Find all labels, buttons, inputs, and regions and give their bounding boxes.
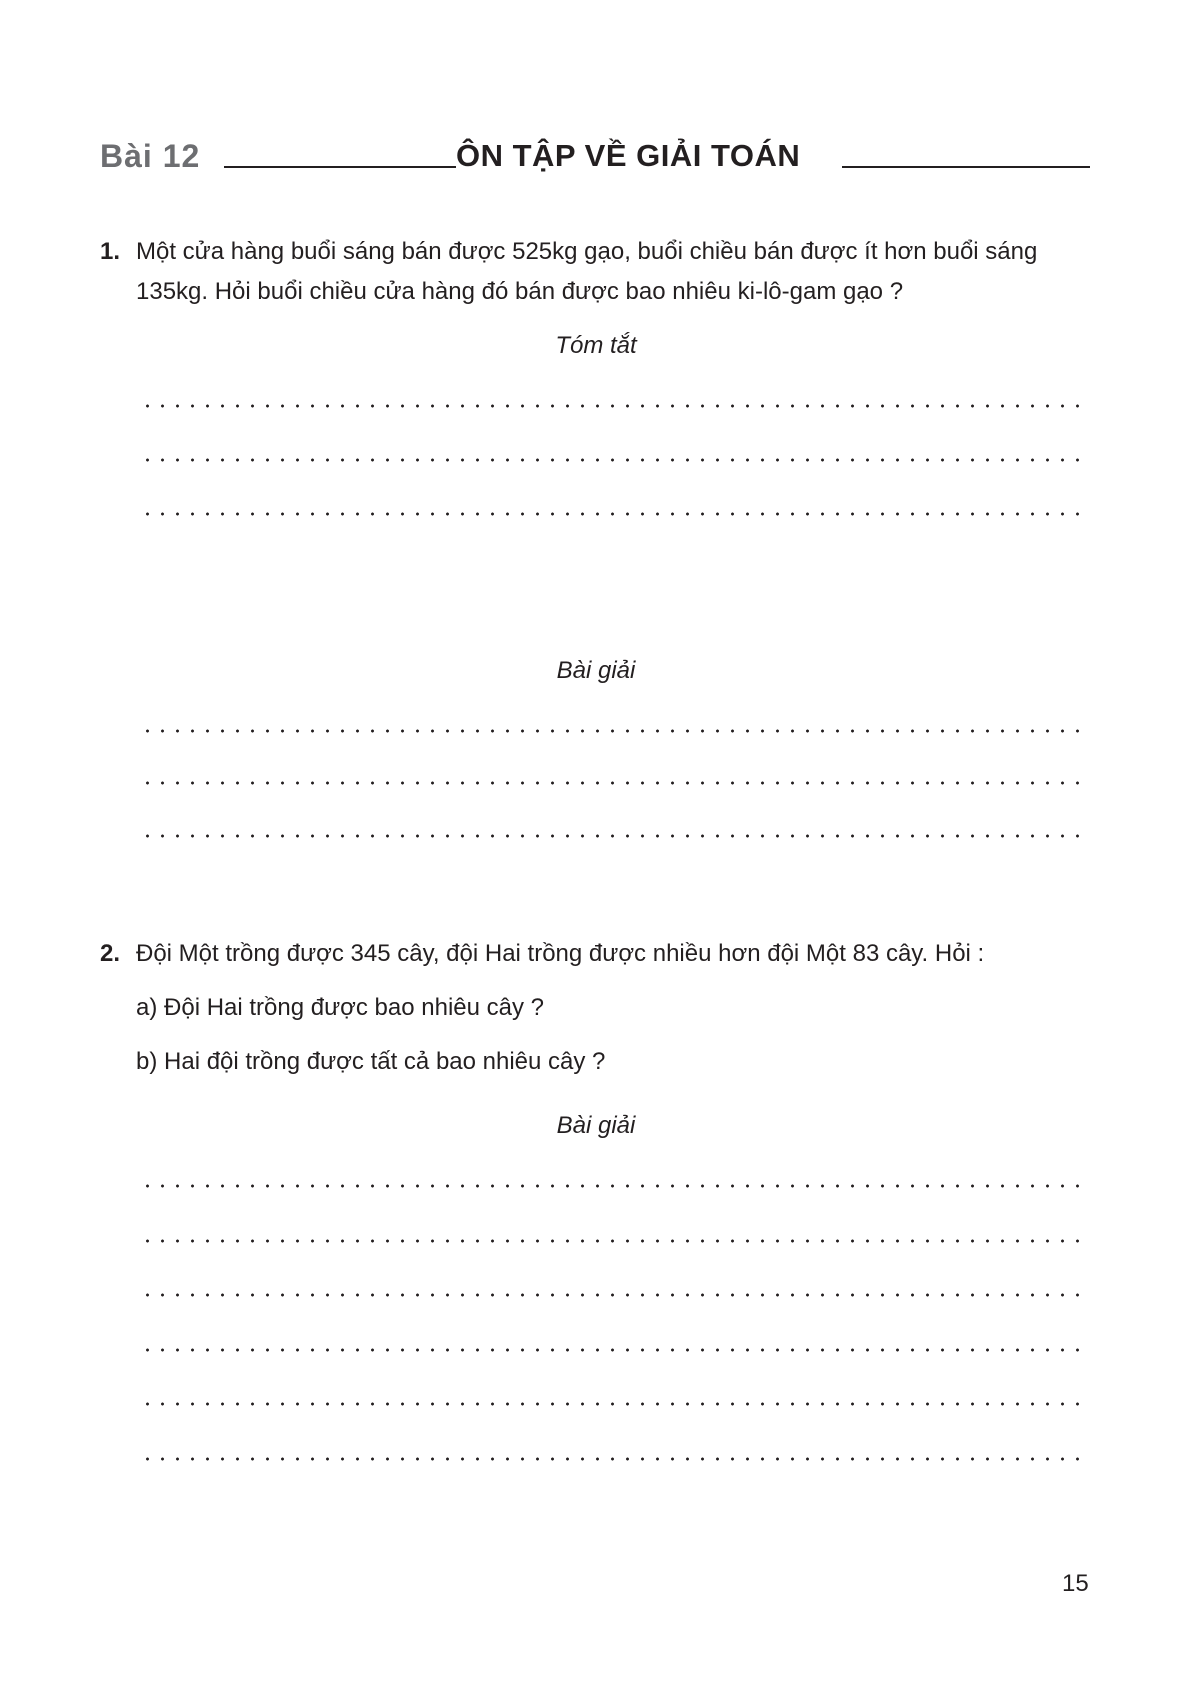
- answer-line[interactable]: [140, 834, 1090, 838]
- question-part-a: a) Đội Hai trồng được bao nhiêu cây ?: [136, 994, 545, 1021]
- answer-line[interactable]: [140, 1239, 1090, 1243]
- answer-line[interactable]: [140, 1184, 1090, 1188]
- solution-heading: Bài giải: [556, 657, 636, 684]
- answer-line[interactable]: [140, 1293, 1090, 1297]
- answer-line[interactable]: [140, 458, 1090, 462]
- answer-line[interactable]: [140, 1348, 1090, 1352]
- question-text: Đội Một trồng được 345 cây, đội Hai trồng được nhiều hơn đội Một 83 cây. Hỏi :: [136, 940, 985, 967]
- question-part-b: b) Hai đội trồng được tất cả bao nhiêu cây ?: [136, 1048, 606, 1075]
- question-2: [100, 934, 1090, 974]
- answer-line[interactable]: [140, 729, 1090, 733]
- question-1: [100, 232, 1090, 312]
- lesson-number: Bài 12: [100, 138, 201, 174]
- page-number: 15: [1062, 1570, 1089, 1597]
- header-rule-left: [224, 166, 456, 168]
- summary-heading: Tóm tắt: [555, 332, 637, 359]
- solution-heading: Bài giải: [556, 1112, 636, 1139]
- answer-line[interactable]: [140, 1457, 1090, 1461]
- header-rule-right: [842, 166, 1090, 168]
- answer-line[interactable]: [140, 781, 1090, 785]
- answer-line[interactable]: [140, 1402, 1090, 1406]
- lesson-title: ÔN TẬP VỀ GIẢI TOÁN: [456, 138, 801, 173]
- lesson-header: [100, 138, 1090, 180]
- answer-line[interactable]: [140, 512, 1090, 516]
- question-number: 2.: [100, 940, 121, 967]
- question-number: 1.: [100, 238, 121, 265]
- answer-line[interactable]: [140, 404, 1090, 408]
- question-text: Một cửa hàng buổi sáng bán được 525kg gạo, buổi chiều bán được ít hơn buổi sáng 135kg. Hỏi buổi chiều cửa hàng đó bán được bao nhiêu ki-lô-gam gạo ?: [136, 238, 1038, 305]
